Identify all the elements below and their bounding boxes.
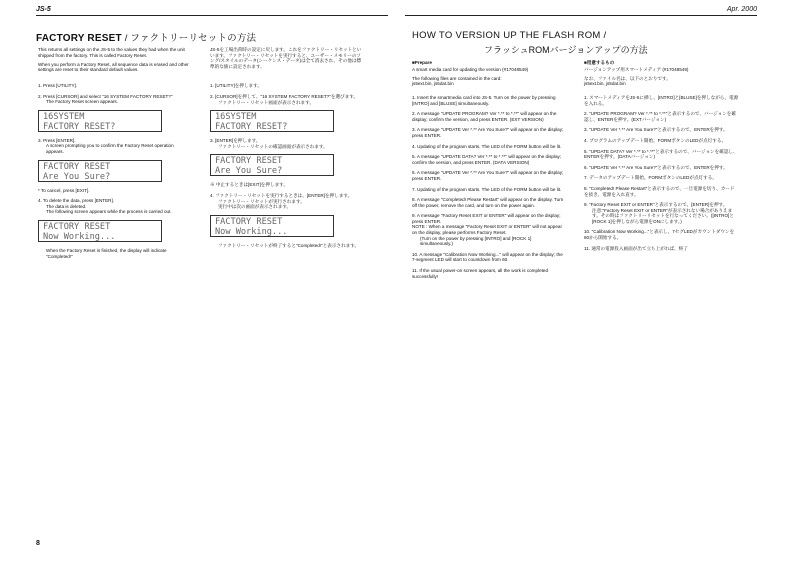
flash-step-jp-7: 7. データのアップデート開始。FORMボタンのLEDが点灯する。	[584, 175, 717, 181]
flash-step-en-2: 2. A message "UPDATE PROGRAM? Ver *.** to *.**" will appear on the display; confirm the version, and press ENTER. (EXT VERSION)	[412, 111, 557, 122]
factory-reset-title	[36, 30, 256, 44]
lcd-jp-system-factory-reset: 16SYSTEM FACTORY RESET?	[210, 110, 334, 132]
flash-step-jp-2: 2. "UPDATE PROGRAM? Ver *.** to *.**"と表示するので、バージョンを確認し、ENTERを押す。(EXTバージョン)	[584, 111, 736, 122]
flash-en-column	[412, 60, 564, 284]
flash-step-jp-8: 8. "Completed! Please Restart"と表示するので、一旦電源を切り、カードを抜き、電源を入れ直す。	[584, 185, 735, 197]
prepare-en-heading: ■Prepare	[412, 60, 432, 65]
header-rule-right	[405, 15, 757, 16]
lcd-are-you-sure: FACTORY RESET Are You Sure?	[38, 160, 162, 182]
flash-step-jp-9: 9. "Factory Reset EXIT or ENTER"と表示するので、[ENTER]を押す。 注意:"Factory Reset EXIT or ENTER"が表示されない場合がありえます。その時はファクトリーリセットを行なってください。([INTRO]と[ROCK 1]を押しながら電源をONにします。)	[584, 202, 734, 224]
files-jp: なお、ファイル名は、以下のとおりです。 js5ext.bin, js5dat.bin	[584, 75, 671, 87]
step-jp-1: 1. [UTILITY]を押します。	[210, 83, 262, 89]
flash-step-en-7: 7. Updating of the program starts. The LED of the FORM button will be lit.	[412, 186, 562, 192]
factory-reset-title-en: FACTORY RESET	[36, 33, 122, 44]
step-en-2: 2. Press [CURSOR] and select "16 SYSTEM FACTORY RESET?" The Factory Reset screen appears.	[38, 93, 173, 105]
flash-step-jp-11: 11. 通常の電源投入画面が出て立ち上がれば、終了	[584, 245, 688, 251]
step-jp-4: 4. ファクトリー・リセットを実行するときは、[ENTER]を押します。 ファクトリー・リセットが実行されます。 実行中は次の画面が表示されます。	[210, 192, 353, 210]
lcd-jp-now-working: FACTORY RESET Now Working...	[210, 215, 334, 237]
step-jp-3: 3. [ENTER]を押します。 ファクトリー・リセットの確認画面が表示されます。	[210, 138, 328, 149]
flash-step-en-5: 5. A message "UPDATE DATA? Ver *.** to *.**" will appear on the display; confirm the version, and press ENTER. (DATA VERSION)	[412, 154, 562, 165]
factory-reset-jp-column	[210, 47, 362, 253]
lcd-now-working: FACTORY RESET Now Working...	[38, 220, 162, 242]
flash-step-jp-5: 5. "UPDATE DATA? Ver *.** to *.**"と表示するので、バージョンを確認し、ENTERを押す。(DATAバージョン)	[584, 148, 738, 160]
intro-en-2: When you perform a Factory Reset, all sequence data is erased and other settings are reset to their standard default values.	[38, 61, 189, 73]
intro-en-1: This returns all settings on the JS-5 to the values they had when the unit shipped from the factory. This is called Factory Reset.	[38, 47, 185, 58]
prepare-jp-heading: ■用意するもの	[584, 60, 615, 65]
flash-step-en-4: 4. Updating of the program starts. The LED of the FORM button will be lit.	[412, 143, 562, 149]
flash-step-en-9: 9. A message "Factory Reset EXIT or ENTER" will appear on the display; press ENTER. NOTE : When a message "Factory Reset EXIT or ENTER" will not appear on the display, please performs Factory Reset. (Turn on the power by pressing [INTRO] and [ROCK 1] simultaneously.)	[412, 213, 562, 247]
prepare-en-card: A smart media card for updating the version (#17048549)	[412, 66, 529, 72]
step-jp-completed: ファクトリー・リセットが終了すると"Completed!"と表示されます。	[218, 242, 360, 248]
flash-rom-title-jp: フラッシュROMバージョンアップの方法	[484, 45, 648, 55]
header-date: Apr. 2000	[726, 6, 757, 13]
step-en-1: 1. Press [UTILITY].	[38, 82, 78, 88]
step-jp-2: 2. [CURSOR]を押して、"16 SYSTEM FACTORY RESET?"を選びます。 ファクトリー・リセット画面が表示されます。	[210, 93, 359, 105]
flash-step-jp-6: 6. "UPDATE Ver *.** Are You Sure?"と表示するので、ENTERを押す。	[584, 164, 728, 170]
factory-reset-title-jp: / ファクトリーリセットの方法	[124, 33, 257, 44]
flash-step-jp-10: 10. "Calibration Now Working..."と表示し、7セグLEDがカウントダウンを60から開始する。	[584, 229, 735, 241]
intro-jp: JS-5を工場出荷時の設定に戻します。これをファクトリー・リセットといいます。ファクトリー・リセットを実行すると、ユーザー・メモリーのソング/スタイルのデータ(シーケンス・データ)は全て消去され、その他は標準的な値に設定されます。	[210, 47, 362, 69]
header-model: JS-5	[36, 6, 51, 13]
step-en-cancel: * To cancel, press [EXIT].	[38, 187, 90, 193]
flash-step-en-8: 8. A message "Completed! Please Restart" will appear on the display. Turn off the power, remove the card, and turn on the power again.	[412, 197, 564, 208]
step-jp-cancel: ※ 中止するときは[EXIT]を押します。	[210, 182, 289, 188]
factory-reset-en-column	[38, 47, 190, 264]
flash-step-en-11: 11. If the usual power-on screen appears, all the work is completed successfully!	[412, 268, 549, 279]
flash-jp-column	[584, 60, 739, 256]
header-rule-left	[36, 15, 388, 16]
step-en-completed: When the Factory Reset is finished, the display will indicate "Completed!"	[46, 247, 167, 259]
flash-step-jp-1: 1. スマートメディアをJS-5に挿し、[INTRO]と[BLUSE]を押しながら、電源を入れる。	[584, 94, 739, 106]
lcd-system-factory-reset: 16SYSTEM FACTORY RESET?	[38, 110, 162, 132]
flash-step-en-3: 3. A message "UPDATE Ver *.** Are You Sure?" will appear on the display; press ENTER.	[412, 127, 564, 138]
flash-rom-title-en: HOW TO VERSION UP THE FLASH ROM /	[412, 30, 607, 41]
flash-step-en-6: 6. A message "UPDATE Ver *.** Are You Sure?" will appear on the display; press ENTER.	[412, 170, 564, 181]
prepare-jp-card: バージョンアップ用スマートメディア (#17048549)	[584, 66, 689, 72]
flash-step-jp-3: 3. "UPDATE Ver *.** Are You Sure?"と表示するので、ENTERを押す。	[584, 127, 728, 133]
flash-step-en-10: 10. A message "Calibration Now Working..." will appear on the display; the 7-segment LED will start to countdown from 60.	[412, 251, 563, 263]
flash-step-en-1: 1. Insert the smartmedia card into JS-5. Turn on the power by pressing [INTRO] and [BLUSE] simultaneously.	[412, 94, 556, 106]
flash-step-jp-4: 4. プログラムのアップデート開始。FORMボタンのLEDが点灯する。	[584, 137, 727, 143]
step-en-3: 3. Press [ENTER]. A screen prompting you to confirm the Factory Reset operation appears.	[38, 137, 174, 154]
files-en: The following files are contained in the card: js5ext.bin, js5dat.bin	[412, 75, 502, 87]
page-number: 8	[36, 540, 40, 547]
lcd-jp-are-you-sure: FACTORY RESET Are You Sure?	[210, 154, 334, 176]
step-en-4: 4. To delete the data, press [ENTER]. The data is deleted. The following screen appears while the process is carried out.	[38, 198, 172, 215]
